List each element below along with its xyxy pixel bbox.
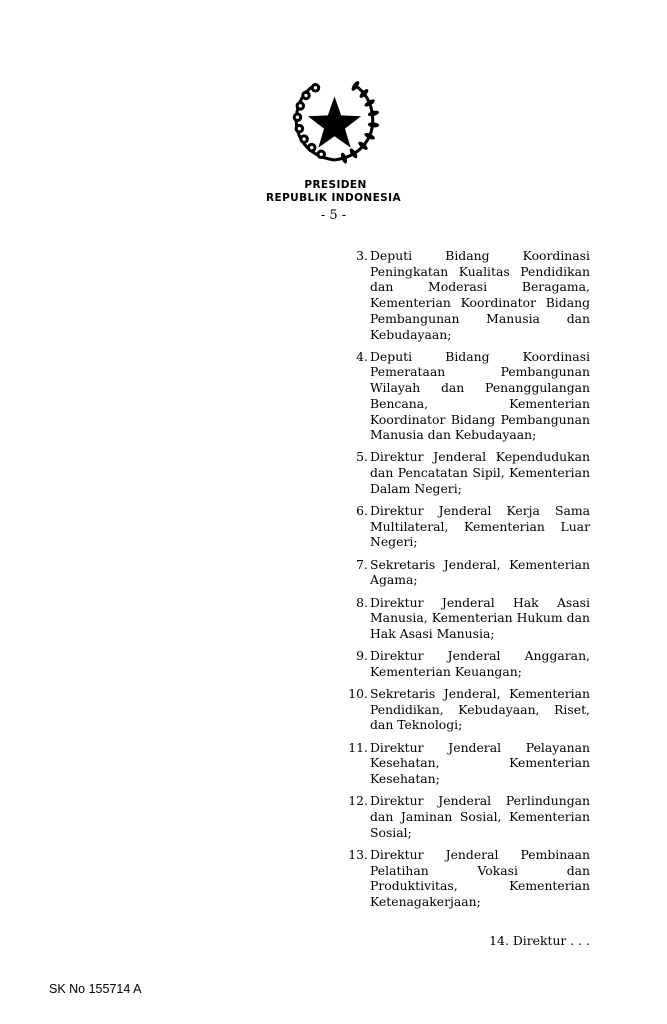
garuda-star-wreath-emblem-icon	[287, 76, 382, 168]
document-code: SK No 155714 A	[49, 982, 142, 996]
header-title-line-2: REPUBLIK INDONESIA	[266, 192, 401, 204]
list-item-number: 8.	[356, 594, 368, 610]
list-item-text: Direktur Jenderal Kerja Sama Multilateral, Kementerian Luar Negeri;	[370, 503, 590, 550]
continuation-note: 14. Direktur . . .	[489, 933, 590, 948]
list-item-text: Direktur Jenderal Hak Asasi Manusia, Kementerian Hukum dan Hak Asasi Manusia;	[370, 594, 590, 641]
list-item-text: Sekretaris Jenderal, Kementerian Pendidikan, Kebudayaan, Riset, dan Teknologi;	[370, 686, 590, 733]
list-item	[344, 349, 590, 443]
page-number: - 5 -	[320, 208, 347, 223]
list-item	[344, 503, 590, 550]
list-item-number: 13.	[348, 846, 368, 862]
list-item	[344, 248, 590, 342]
list-item-number: 5.	[356, 449, 368, 465]
list-item-number: 9.	[356, 648, 368, 664]
list-item-text: Deputi Bidang Koordinasi Peningkatan Kualitas Pendidikan dan Moderasi Beragama, Kementerian Koordinator Bidang Pembangunan Manusia dan Kebudayaan;	[370, 248, 590, 342]
list-item-number: 10.	[348, 686, 368, 702]
list-item-text: Deputi Bidang Koordinasi Pemerataan Pembangunan Wilayah dan Penanggulangan Bencana, Kementerian Koordinator Bidang Pembangunan Manusia dan Kebudayaan;	[370, 348, 590, 443]
list-item-text: Direktur Jenderal Kependudukan dan Pencatatan Sipil, Kementerian Dalam Negeri;	[370, 449, 590, 496]
header-title-line-1: PRESIDEN	[304, 179, 367, 191]
list-item-number: 3.	[356, 248, 368, 263]
list-item-number: 11.	[348, 739, 368, 755]
numbered-list	[344, 248, 590, 916]
list-item-text: Direktur Jenderal Anggaran, Kementerian Keuangan;	[370, 648, 590, 679]
list-item	[344, 740, 590, 787]
list-item	[344, 686, 590, 733]
list-item	[344, 557, 590, 588]
list-item	[344, 793, 590, 840]
list-item-number: 7.	[356, 556, 368, 572]
list-item-text: Sekretaris Jenderal, Kementerian Agama;	[370, 556, 590, 588]
list-item	[344, 648, 590, 679]
list-item-number: 12.	[348, 793, 368, 809]
list-item-text: Direktur Jenderal Pembinaan Pelatihan Vokasi dan Produktivitas, Kementerian Ketenagakerjaan;	[370, 846, 590, 910]
list-item	[344, 847, 590, 910]
list-item-text: Direktur Jenderal Perlindungan dan Jaminan Sosial, Kementerian Sosial;	[370, 793, 590, 840]
list-item-number: 4.	[356, 348, 368, 364]
list-item	[344, 449, 590, 496]
list-item-text: Direktur Jenderal Pelayanan Kesehatan, Kementerian Kesehatan;	[370, 739, 590, 787]
list-item	[344, 595, 590, 642]
list-item-number: 6.	[356, 503, 368, 519]
